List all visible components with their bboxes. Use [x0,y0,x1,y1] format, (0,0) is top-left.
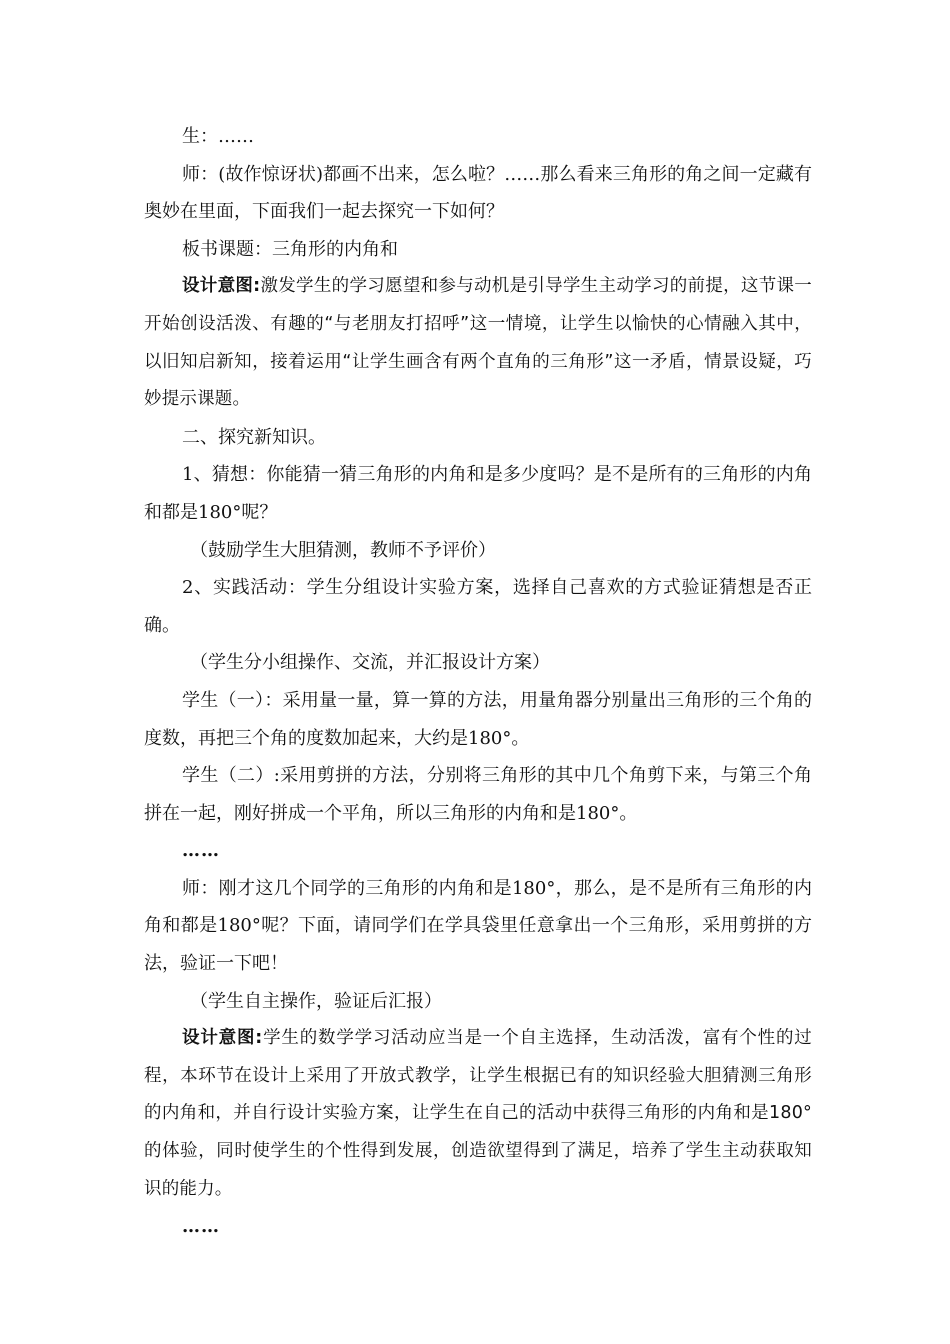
paragraph-text: （鼓励学生大胆猜测，教师不予评价） [190,539,496,561]
design-intent-label: 设计意图: [182,1028,263,1049]
paragraph-text: 学生（一）：采用量一量，算一算的方法，用量角器分别量出三角形的三个角的度数，再把三个角的度数加起来，大约是180°。 [144,689,812,749]
paragraph-text: （学生自主操作，验证后汇报） [190,990,442,1012]
paragraph-text: 学生（二）:采用剪拼的方法，分别将三角形的其中几个角剪下来，与第三个角拼在一起，刚好拼成一个平角，所以三角形的内角和是180°。 [144,765,812,824]
paragraph-ellipsis [144,1208,812,1246]
paragraph-text: …… [182,840,220,862]
paragraph-text: 激发学生的学习愿望和参与动机是引导学生主动学习的前提，这节课一开始创设活泼、有趣的“与老朋友打招呼”这一情境，让学生以愉快的心情融入其中，以旧知启新知，接着运用“让学生画含有两个直角的三角形”这一矛盾，情景设疑，巧妙提示课题。 [144,276,812,410]
paragraph-note-encourage [144,532,812,570]
paragraph-design-intent-2 [144,1020,812,1208]
paragraph-text: 二、探究新知识。 [182,426,326,448]
paragraph-student-two [144,757,812,832]
design-intent-label: 设计意图: [182,276,261,297]
paragraph-text: 师：(故作惊讶状)都画不出来，怎么啦？……那么看来三角形的角之间一定藏有奥妙在里面，下面我们一起去探究一下如何？ [144,163,812,223]
paragraph-text: 2、实践活动：学生分组设计实验方案，选择自己喜欢的方式验证猜想是否正确。 [144,577,812,636]
paragraph-text: 生：…… [182,126,254,147]
paragraph-note-group-work [144,644,812,682]
document-body [144,118,812,1246]
paragraph-text: 师：刚才这几个同学的三角形的内角和是180°，那么，是不是所有三角形的内角和都是180°呢？下面，请同学们在学具袋里任意拿出一个三角形，采用剪拼的方法，验证一下吧！ [144,877,812,975]
section-heading-explore [144,419,812,457]
paragraph-practice-activity [144,569,812,644]
paragraph-teacher-verify [144,870,812,983]
paragraph-note-self-operate [144,983,812,1021]
paragraph-ellipsis [144,832,812,870]
paragraph-teacher-surprise [144,156,812,231]
paragraph-student-one [144,682,812,757]
paragraph-board-title [144,231,812,269]
paragraph-text: （学生分小组操作、交流，并汇报设计方案） [190,652,550,674]
paragraph-student-reply [144,118,812,156]
paragraph-guess [144,456,812,531]
paragraph-text: 学生的数学学习活动应当是一个自主选择，生动活泼，富有个性的过程，本环节在设计上采用了开放式教学，让学生根据已有的知识经验大胆猜测三角形的内角和，并自行设计实验方案，让学生在自己的活动中获得三角形的内角和是180°的体验，同时使学生的个性得到发展，创造欲望得到了满足，培养了学生主动获取知识的能力。 [144,1028,812,1199]
paragraph-text: 板书课题：三角形的内角和 [182,238,398,260]
paragraph-text: 1、猜想：你能猜一猜三角形的内角和是多少度吗？是不是所有的三角形的内角和都是180°呢？ [144,464,812,523]
paragraph-design-intent-1 [144,268,812,418]
paragraph-text: …… [182,1216,220,1238]
